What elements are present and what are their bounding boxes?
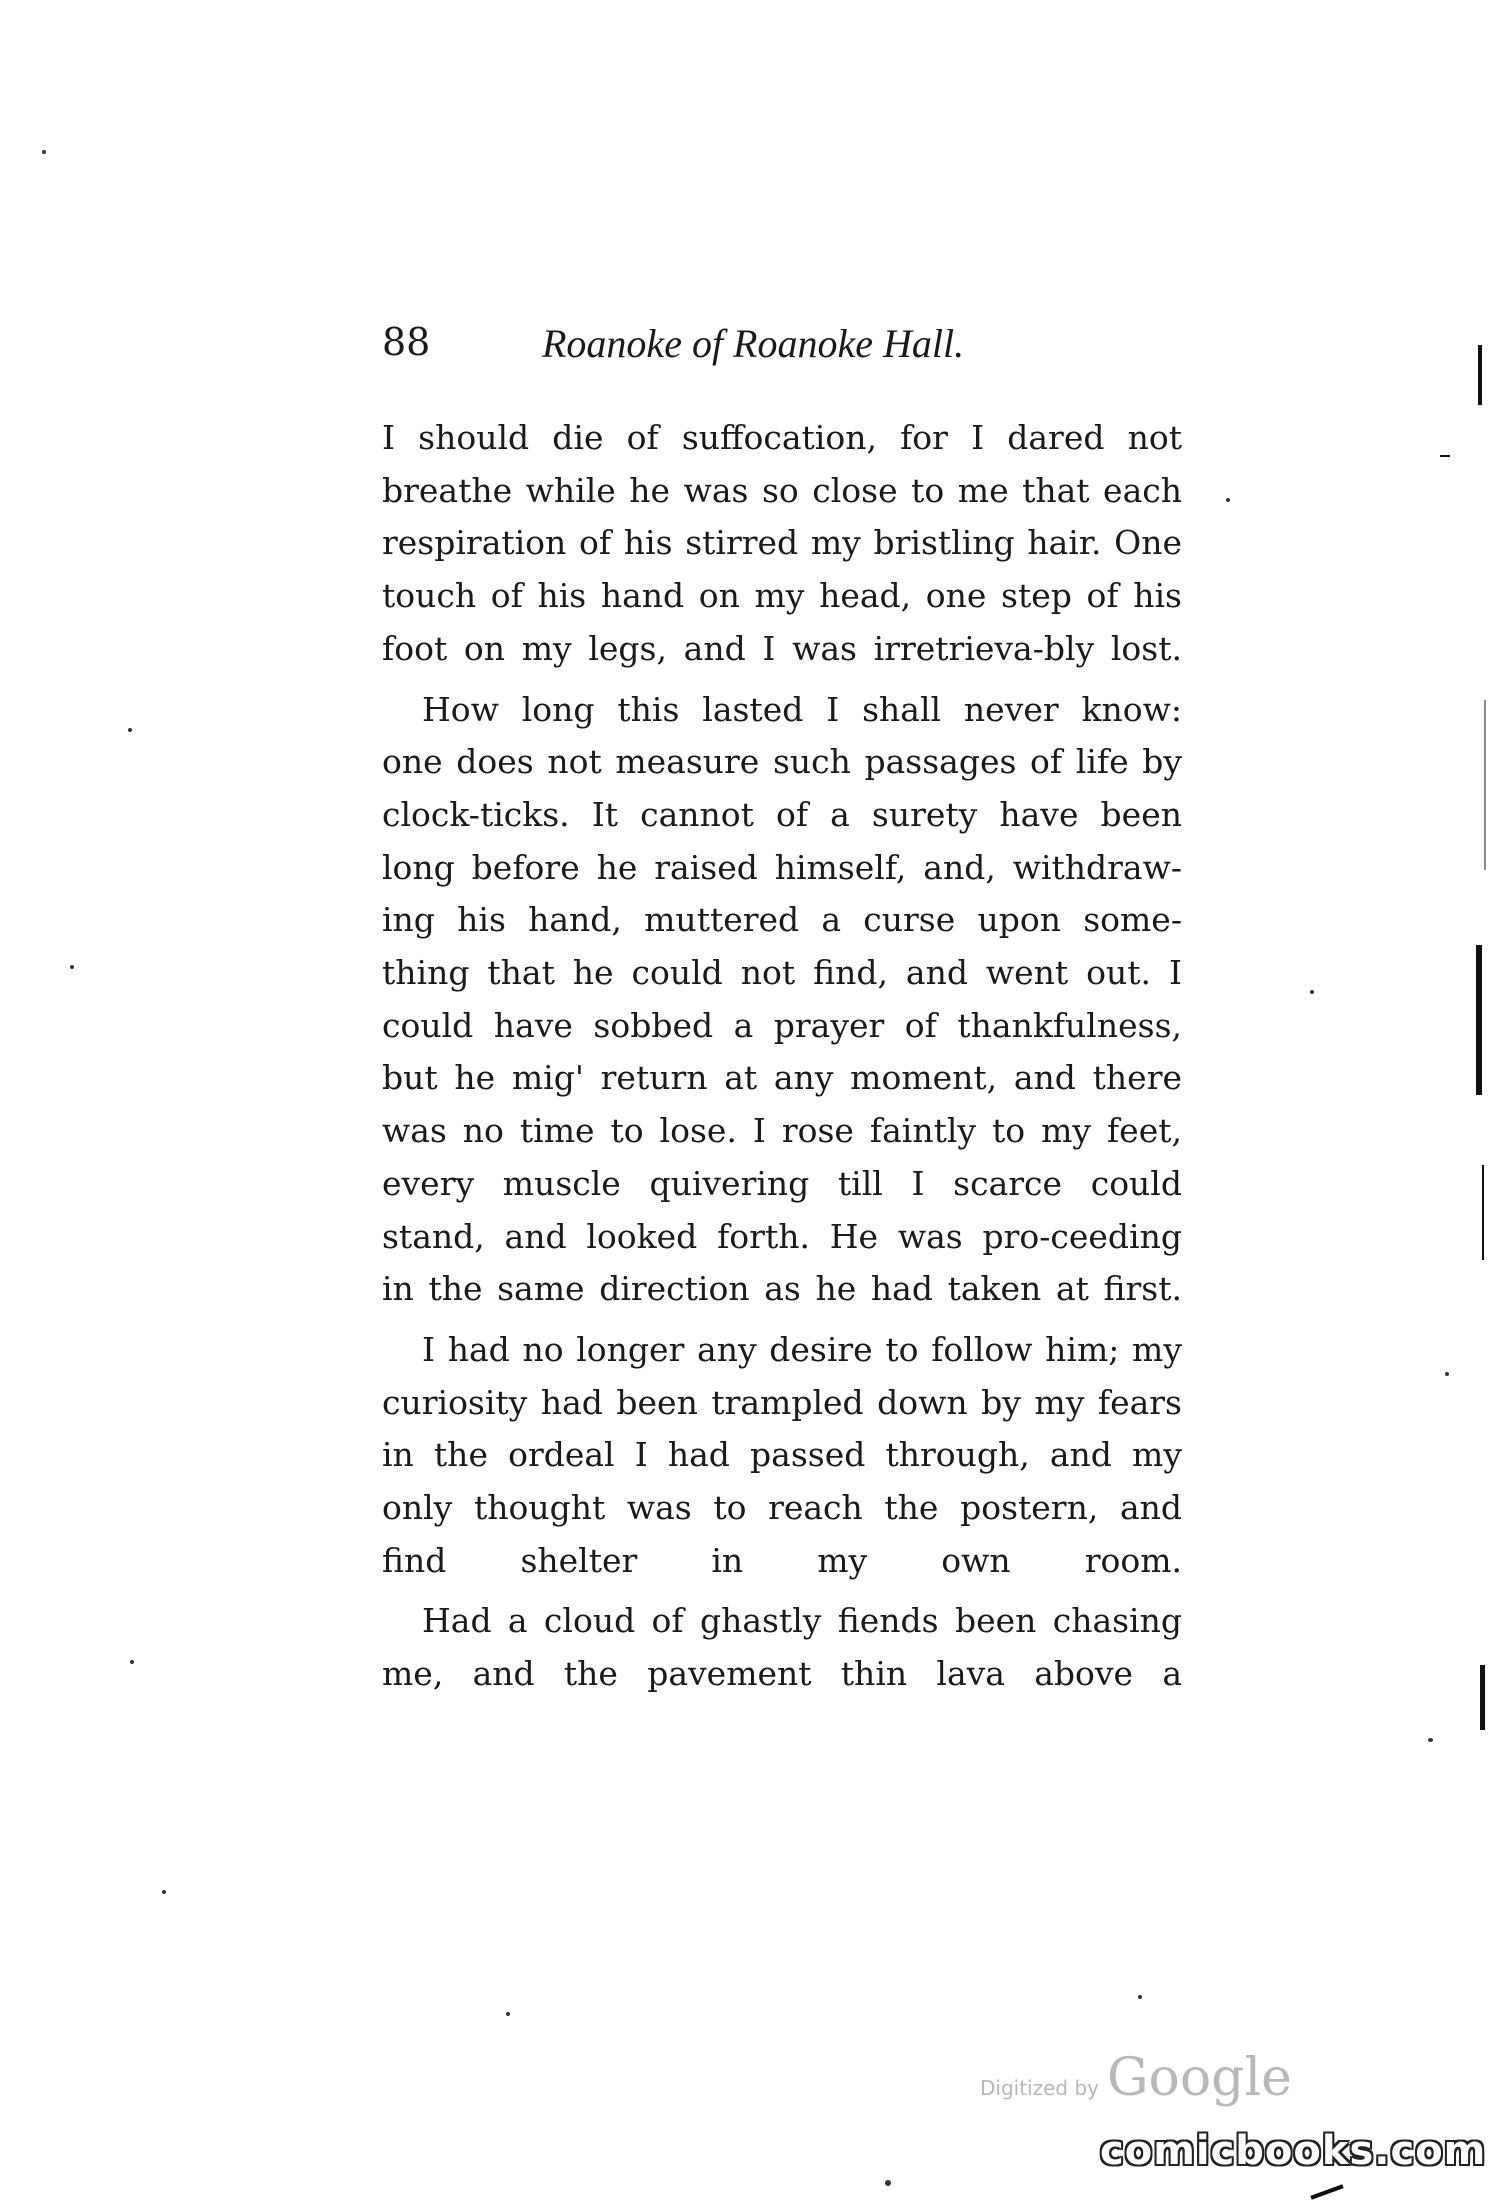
scan-edge-mark: [1310, 2184, 1343, 2199]
scan-edge-mark: [1480, 1665, 1485, 1730]
scan-edge-mark: [1482, 1165, 1484, 1260]
google-watermark: [980, 2048, 1292, 2108]
scan-speck: [506, 2012, 510, 2016]
scan-edge-mark: [1484, 700, 1486, 870]
scan-speck: [42, 150, 46, 154]
page-header: [382, 320, 1182, 380]
scan-speck: [1445, 1372, 1449, 1376]
scan-edge-mark: [1440, 455, 1450, 457]
scan-speck: [885, 2180, 891, 2186]
page-number: 88: [382, 320, 431, 364]
scan-speck: [1428, 1738, 1433, 1742]
paragraph-4: Had a cloud of ghastly fiends been chasing me, and the pavement thin lava above a: [382, 1601, 1182, 1694]
paragraph-2: How long this lasted I shall never know: one does not measure such passages of life by clock-ticks. It cannot of a surety have been long before he raised himself, and, withdraw-ing his hand, muttered a curse upon some-thing that he could not find, and went out. I could have sobbed a prayer of thankfulness, but he mig' return at any moment, and there was no time to lose. I rose faintly to my feet, every muscle quivering till I scarce could stand, and looked forth. He was pro-ceeding in the same direction as he had taken at first.: [382, 689, 1182, 1309]
site-watermark: comicbooks.com: [1100, 2128, 1487, 2174]
scan-speck: [1138, 1995, 1142, 1999]
paragraph-1: I should die of suffocation, for I dared not breathe while he was so close to me that each respiration of his stirred my bristling hair. One touch of his hand on my head, one step of his foot on my legs, and I was irretrieva-bly lost.: [382, 418, 1182, 668]
google-logo-text: Google: [1107, 2048, 1292, 2108]
scan-speck: [1226, 498, 1230, 502]
body-text: [382, 412, 1182, 1701]
scan-speck: [1310, 990, 1314, 994]
digitized-by-label: Digitized by: [980, 2076, 1099, 2100]
scan-speck: [162, 1890, 166, 1894]
running-title: Roanoke of Roanoke Hall.: [542, 321, 965, 366]
paragraph-3: I had no longer any desire to follow him; my curiosity had been trampled down by my fears in the ordeal I had passed through, and my only thought was to reach the postern, and find shelter in my own room.: [382, 1329, 1182, 1580]
scan-speck: [128, 728, 132, 732]
scan-edge-mark: [1476, 945, 1482, 1095]
scan-edge-mark: [1478, 345, 1482, 405]
scan-speck: [70, 965, 74, 969]
scan-speck: [130, 1660, 134, 1664]
